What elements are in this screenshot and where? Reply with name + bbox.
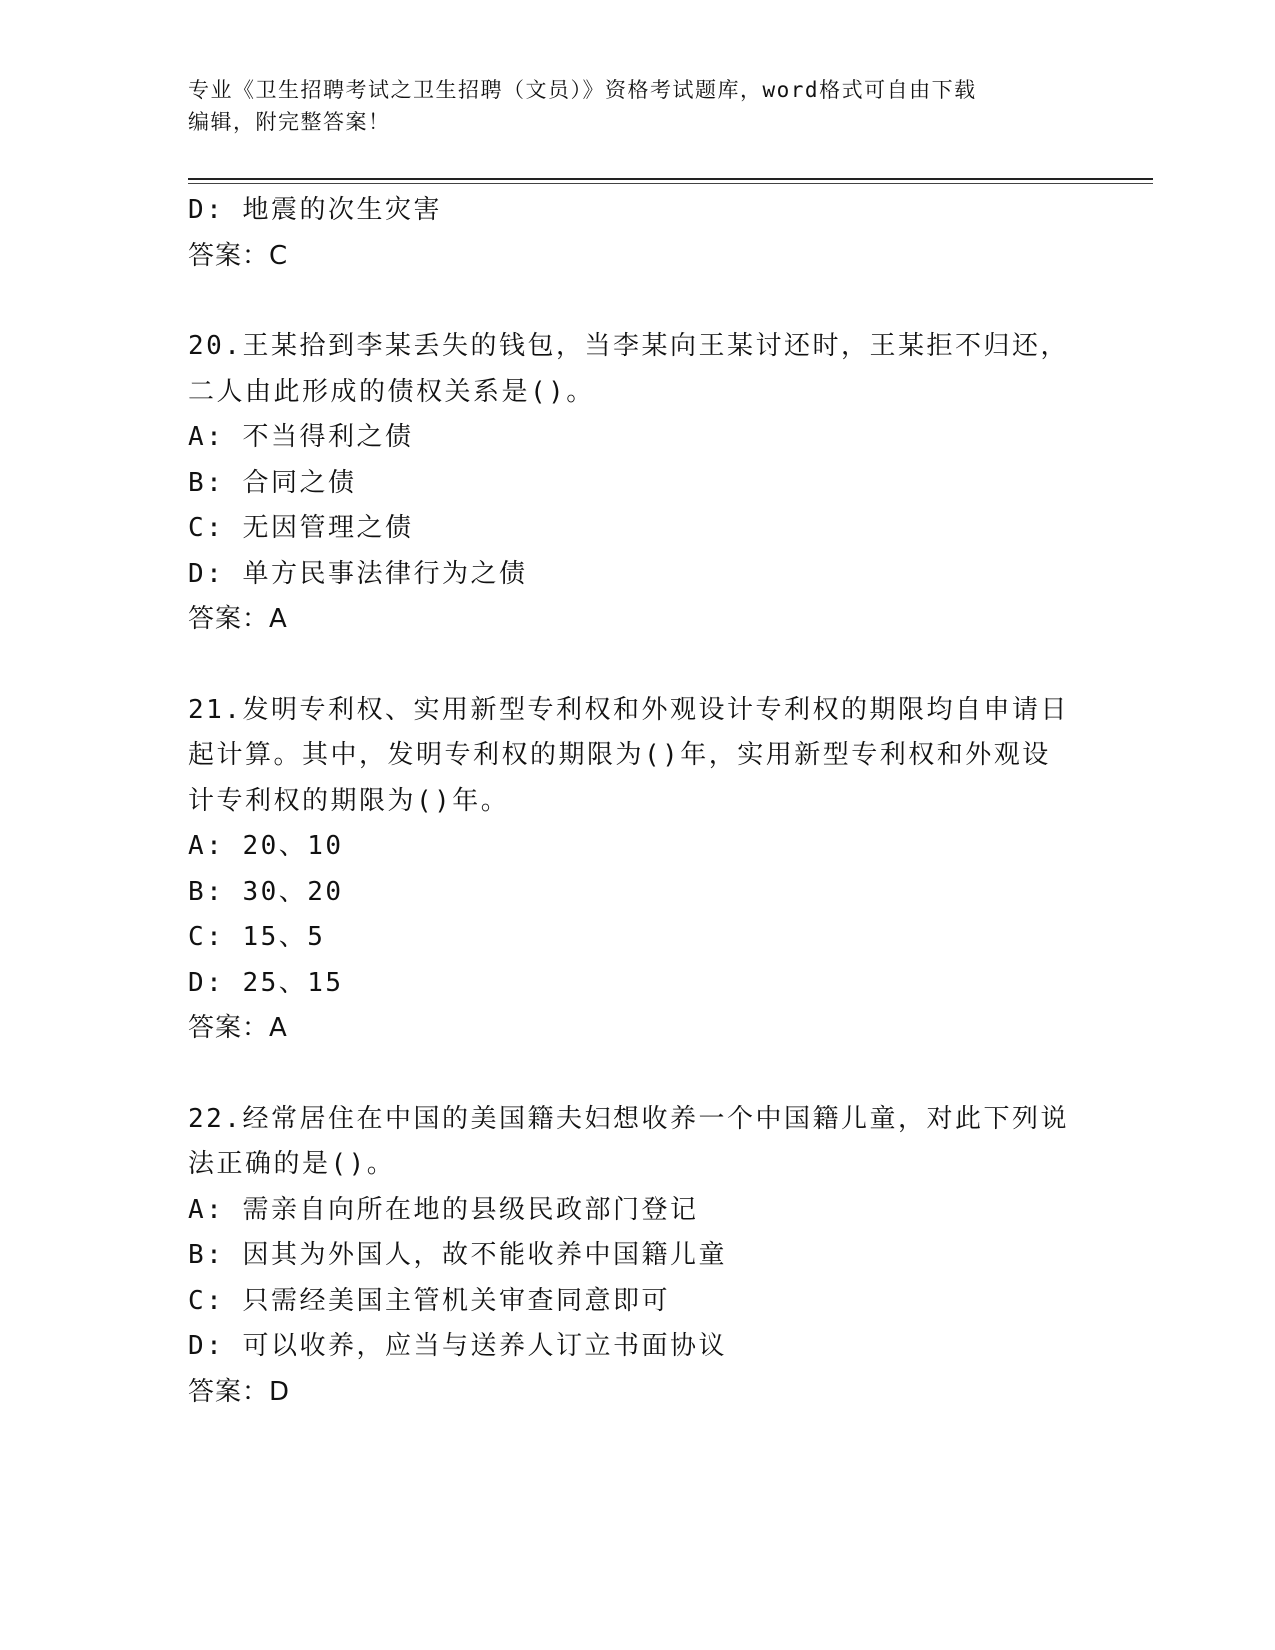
question-22-option-a: A: 需亲自向所在地的县级民政部门登记	[188, 1194, 699, 1225]
question-list	[188, 188, 1088, 1415]
question-20-option-d: D: 单方民事法律行为之债	[188, 558, 528, 589]
question-20	[188, 324, 1088, 643]
question-20-option-b: B: 合同之债	[188, 467, 357, 498]
header-divider-thin	[188, 183, 1153, 184]
question-21-answer: 答案：A	[188, 1013, 288, 1043]
question-21-option-b: B: 30、20	[188, 876, 344, 907]
question-22-stem-line-1: 22.经常居住在中国的美国籍夫妇想收养一个中国籍儿童，对此下列说	[188, 1103, 1069, 1134]
document-header	[188, 74, 1088, 138]
question-21	[188, 688, 1088, 1052]
question-21-option-a: A: 20、10	[188, 831, 344, 861]
question-22-option-b: B: 因其为外国人，故不能收养中国籍儿童	[188, 1240, 727, 1270]
question-22-option-c: C: 只需经美国主管机关审查同意即可	[188, 1285, 670, 1316]
question-21-option-d: D: 25、15	[188, 967, 344, 998]
question-20-answer: 答案：A	[188, 604, 288, 634]
question-20-stem-line-2: 二人由此形成的债权关系是()。	[188, 376, 595, 407]
header-divider-thick	[188, 178, 1153, 180]
header-line-2: 编辑，附完整答案！	[188, 110, 391, 134]
question-19-tail	[188, 188, 1088, 279]
question-spacer	[188, 279, 1088, 324]
header-line-1: 专业《卫生招聘考试之卫生招聘（文员）》资格考试题库，word格式可自由下载	[188, 78, 977, 102]
question-spacer	[188, 1052, 1088, 1097]
question-21-stem-line-1: 21.发明专利权、实用新型专利权和外观设计专利权的期限均自申请日	[188, 694, 1069, 725]
question-20-stem-line-1: 20.王某拾到李某丢失的钱包，当李某向王某讨还时，王某拒不归还，	[188, 331, 1069, 361]
question-21-option-c: C: 15、5	[188, 922, 326, 952]
question-20-option-a: A: 不当得利之债	[188, 422, 414, 452]
question-22-answer: 答案：D	[188, 1376, 291, 1407]
question-spacer	[188, 643, 1088, 688]
question-21-stem-line-2: 起计算。其中，发明专利权的期限为()年，实用新型专利权和外观设	[188, 740, 1051, 770]
question-21-stem-line-3: 计专利权的期限为()年。	[188, 785, 510, 816]
question-20-option-c: C: 无因管理之债	[188, 513, 414, 543]
question-22-option-d: D: 可以收养，应当与送养人订立书面协议	[188, 1331, 727, 1361]
question-22	[188, 1097, 1088, 1416]
question-22-stem-line-2: 法正确的是()。	[188, 1149, 396, 1179]
question-19-option-d: D: 地震的次生灾害	[188, 195, 442, 225]
question-19-answer: 答案：C	[188, 240, 289, 271]
